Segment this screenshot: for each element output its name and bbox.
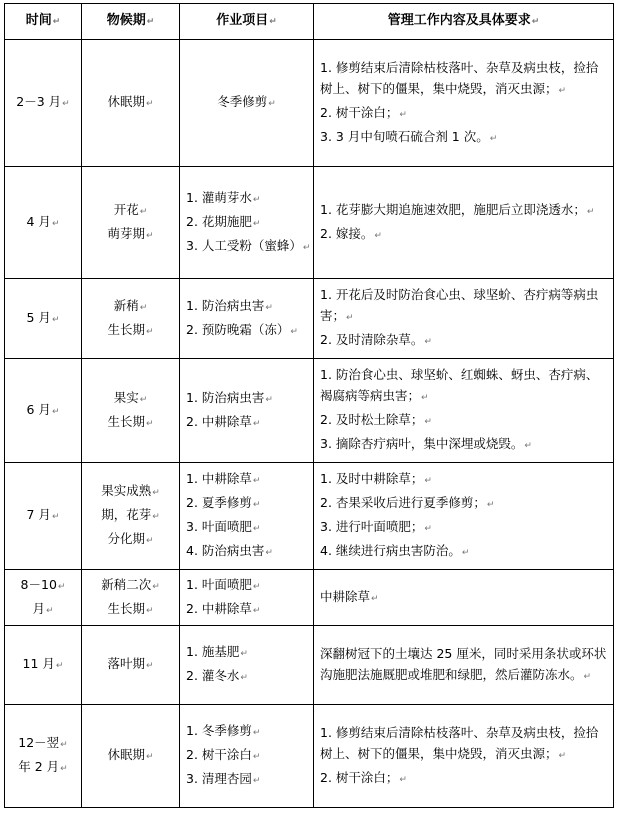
paragraph-mark: ↵ (139, 302, 148, 313)
paragraph-mark: ↵ (424, 476, 432, 486)
phenology-line: 果实成熟↵ (101, 483, 160, 498)
paragraph-mark: ↵ (145, 752, 154, 762)
requirements-line: 2. 及时松土除草；↵ (320, 412, 432, 427)
header-tasks: 作业项目↵ (180, 4, 314, 40)
paragraph-mark: ↵ (252, 476, 261, 486)
table-row (5, 40, 614, 167)
tasks-line: 3. 叶面喷肥↵ (186, 519, 261, 534)
phenology-cell (82, 359, 180, 463)
requirements-cell (314, 705, 614, 808)
paragraph-mark: ↵ (558, 750, 567, 761)
phenology-line: 果实↵ (113, 389, 148, 405)
requirements-cell (314, 167, 614, 279)
paragraph-mark: ↵ (265, 302, 273, 313)
paragraph-mark: ↵ (62, 99, 70, 109)
requirements-line: 3. 摘除杏疔病叶，集中深埋或烧毁。↵ (320, 436, 532, 451)
phenology-line: 新稍二次↵ (101, 576, 160, 592)
paragraph-mark: ↵ (240, 673, 248, 683)
time-line: 年 2 月↵ (18, 759, 68, 774)
tasks-line: 2. 中耕除草↵ (186, 413, 261, 429)
tasks-line: 3. 人工受粉（蜜蜂）↵ (186, 237, 311, 253)
paragraph-mark: ↵ (265, 548, 273, 558)
requirements-line: 1. 开花后及时防治食心虫、球坚蚧、杏疔病等病虫害；↵ (320, 287, 599, 323)
requirements-line: 2. 树干涂白；↵ (320, 769, 407, 785)
tasks-line: 2. 预防晚霜（冻）↵ (186, 321, 298, 337)
tasks-line: 2. 灌冬水↵ (186, 668, 248, 683)
paragraph-mark: ↵ (252, 418, 261, 429)
paragraph-mark: ↵ (586, 206, 595, 217)
paragraph-mark: ↵ (60, 764, 68, 774)
time-line: 5 月↵ (26, 309, 60, 325)
paragraph-mark: ↵ (290, 326, 298, 337)
tasks-line: 1. 中耕除草↵ (186, 471, 261, 486)
paragraph-mark: ↵ (240, 649, 248, 659)
phenology-cell (82, 167, 180, 279)
phenology-line: 新稍↵ (113, 297, 148, 313)
tasks-cell (180, 705, 314, 808)
paragraph-mark: ↵ (152, 512, 160, 522)
requirements-line: 中耕除草↵ (320, 588, 379, 604)
requirements-cell (314, 40, 614, 167)
paragraph-mark: ↵ (252, 524, 261, 534)
time-cell (5, 463, 82, 570)
phenology-line: 生长期↵ (107, 600, 154, 616)
paragraph-mark: ↵ (399, 774, 407, 785)
paragraph-mark: ↵ (145, 326, 154, 337)
tasks-line: 1. 冬季修剪↵ (186, 723, 261, 738)
time-line: 6 月↵ (26, 401, 60, 417)
tasks-line: 2. 花期施肥↵ (186, 213, 261, 229)
paragraph-mark: ↵ (424, 524, 432, 534)
phenology-line: 生长期↵ (107, 321, 154, 337)
phenology-line: 萌芽期↵ (107, 225, 154, 241)
phenology-cell (82, 705, 180, 808)
time-line: 月↵ (32, 600, 54, 616)
table-row (5, 705, 614, 808)
paragraph-mark: ↵ (60, 740, 68, 750)
phenology-line: 分化期↵ (107, 531, 154, 546)
table-body (5, 40, 614, 808)
tasks-cell (180, 570, 314, 626)
time-cell (5, 705, 82, 808)
tasks-cell (180, 167, 314, 279)
paragraph-mark: ↵ (489, 133, 498, 144)
phenology-line: 休眠期↵ (107, 94, 154, 109)
table-row (5, 463, 614, 570)
tasks-line: 1. 灌萌芽水↵ (186, 189, 261, 205)
time-cell (5, 167, 82, 279)
paragraph-mark: ↵ (51, 218, 60, 229)
header-requirements: 管理工作内容及具体要求↵ (314, 4, 614, 40)
requirements-line: 3. 3 月中旬喷石硫合剂 1 次。↵ (320, 128, 498, 144)
phenology-cell (82, 463, 180, 570)
paragraph-mark: ↵ (57, 581, 66, 592)
requirements-line: 1. 修剪结束后清除枯枝落叶、杂草及病虫枝，捡拾树上、树下的僵果，集中烧毁，消灭虫源；↵ (320, 724, 599, 761)
requirements-line: 1. 防治食心虫、球坚蚧、红蜘蛛、蚜虫、杏疔病、褐腐病等病虫害；↵ (320, 367, 599, 403)
table-row (5, 279, 614, 359)
requirements-line: 2. 嫁接。↵ (320, 225, 382, 241)
paragraph-mark: ↵ (55, 661, 64, 671)
requirements-line: 3. 进行叶面喷肥；↵ (320, 519, 432, 534)
paragraph-mark: ↵ (558, 85, 567, 96)
paragraph-mark: ↵ (145, 99, 154, 109)
requirements-line: 1. 修剪结束后清除枯枝落叶、杂草及病虫枝，捡拾树上、树下的僵果，集中烧毁，消灭虫源；↵ (320, 59, 599, 96)
phenology-line: 期，花芽↵ (101, 507, 160, 522)
requirements-cell (314, 570, 614, 626)
time-line: 2－3 月↵ (16, 94, 70, 109)
requirements-cell (314, 463, 614, 570)
requirements-line: 1. 及时中耕除草；↵ (320, 471, 432, 486)
paragraph-mark: ↵ (252, 500, 261, 510)
paragraph-mark: ↵ (399, 109, 407, 120)
paragraph-mark: ↵ (51, 512, 60, 522)
table-row (5, 359, 614, 463)
tasks-line: 1. 防治病虫害↵ (186, 389, 273, 405)
time-line: 4 月↵ (26, 213, 60, 229)
tasks-cell (180, 626, 314, 705)
requirements-line: 1. 花芽膨大期追施速效肥，施肥后立即浇透水；↵ (320, 201, 595, 217)
requirements-cell (314, 626, 614, 705)
header-phenology: 物候期↵ (82, 4, 180, 40)
tasks-line: 1. 防治病虫害↵ (186, 297, 273, 313)
requirements-line: 2. 及时清除杂草。↵ (320, 332, 432, 347)
table-row (5, 570, 614, 626)
paragraph-mark: ↵ (145, 418, 154, 429)
time-cell (5, 626, 82, 705)
tasks-cell (180, 463, 314, 570)
paragraph-mark: ↵ (374, 230, 382, 241)
time-cell (5, 359, 82, 463)
table-row (5, 626, 614, 705)
time-line: 8－10↵ (20, 576, 66, 592)
paragraph-mark: ↵ (252, 605, 261, 616)
header-time: 时间↵ (5, 4, 82, 40)
paragraph-mark: ↵ (486, 500, 495, 510)
tasks-line: 2. 中耕除草↵ (186, 600, 261, 616)
paragraph-mark: ↵ (145, 661, 154, 671)
tasks-line: 3. 清理杏园↵ (186, 771, 261, 786)
header-row (5, 4, 614, 40)
tasks-cell (180, 279, 314, 359)
table-row (5, 167, 614, 279)
tasks-line: 冬季修剪↵ (217, 94, 276, 109)
tasks-line: 1. 叶面喷肥↵ (186, 576, 261, 592)
paragraph-mark: ↵ (346, 313, 354, 323)
paragraph-mark: ↵ (461, 548, 470, 558)
paragraph-mark: ↵ (252, 776, 261, 786)
phenology-cell (82, 40, 180, 167)
paragraph-mark: ↵ (583, 671, 592, 682)
tasks-line: 2. 树干涂白↵ (186, 747, 261, 762)
tasks-cell (180, 359, 314, 463)
paragraph-mark: ↵ (252, 194, 261, 205)
paragraph-mark: ↵ (252, 218, 261, 229)
orchard-management-table (4, 3, 614, 808)
paragraph-mark: ↵ (45, 605, 54, 616)
paragraph-mark: ↵ (265, 394, 273, 405)
requirements-line: 4. 继续进行病虫害防治。↵ (320, 543, 470, 558)
phenology-line: 生长期↵ (107, 413, 154, 429)
time-cell (5, 40, 82, 167)
requirements-line: 深翻树冠下的土壤达 25 厘米，同时采用条状或环状沟施肥法施厩肥或堆肥和绿肥，然后灌防冻水。↵ (320, 645, 607, 682)
paragraph-mark: ↵ (268, 99, 276, 109)
time-cell (5, 570, 82, 626)
paragraph-mark: ↵ (152, 488, 160, 498)
paragraph-mark: ↵ (421, 393, 429, 403)
phenology-cell (82, 626, 180, 705)
tasks-line: 2. 夏季修剪↵ (186, 495, 261, 510)
paragraph-mark: ↵ (424, 337, 432, 347)
time-line: 7 月↵ (26, 507, 60, 522)
paragraph-mark: ↵ (145, 605, 154, 616)
phenology-line: 开花↵ (113, 201, 148, 217)
paragraph-mark: ↵ (371, 593, 379, 604)
paragraph-mark: ↵ (252, 728, 261, 738)
phenology-line: 落叶期↵ (107, 656, 154, 671)
paragraph-mark: ↵ (139, 206, 148, 217)
paragraph-mark: ↵ (145, 536, 154, 546)
time-cell (5, 279, 82, 359)
requirements-line: 2. 杏果采收后进行夏季修剪；↵ (320, 495, 495, 510)
phenology-cell (82, 279, 180, 359)
requirements-cell (314, 359, 614, 463)
paragraph-mark: ↵ (139, 394, 148, 405)
paragraph-mark: ↵ (152, 581, 160, 592)
paragraph-mark: ↵ (302, 242, 311, 253)
tasks-line: 4. 防治病虫害↵ (186, 543, 273, 558)
time-line: 11 月↵ (22, 656, 64, 671)
phenology-cell (82, 570, 180, 626)
requirements-line: 2. 树干涂白；↵ (320, 104, 407, 120)
paragraph-mark: ↵ (51, 314, 60, 325)
tasks-line: 1. 施基肥↵ (186, 644, 248, 659)
paragraph-mark: ↵ (252, 581, 261, 592)
tasks-cell (180, 40, 314, 167)
requirements-cell (314, 279, 614, 359)
phenology-line: 休眠期↵ (107, 747, 154, 762)
paragraph-mark: ↵ (252, 752, 261, 762)
paragraph-mark: ↵ (51, 406, 60, 417)
paragraph-mark: ↵ (524, 441, 532, 451)
time-line: 12－翌↵ (18, 735, 68, 750)
paragraph-mark: ↵ (145, 230, 154, 241)
paragraph-mark: ↵ (424, 417, 432, 427)
